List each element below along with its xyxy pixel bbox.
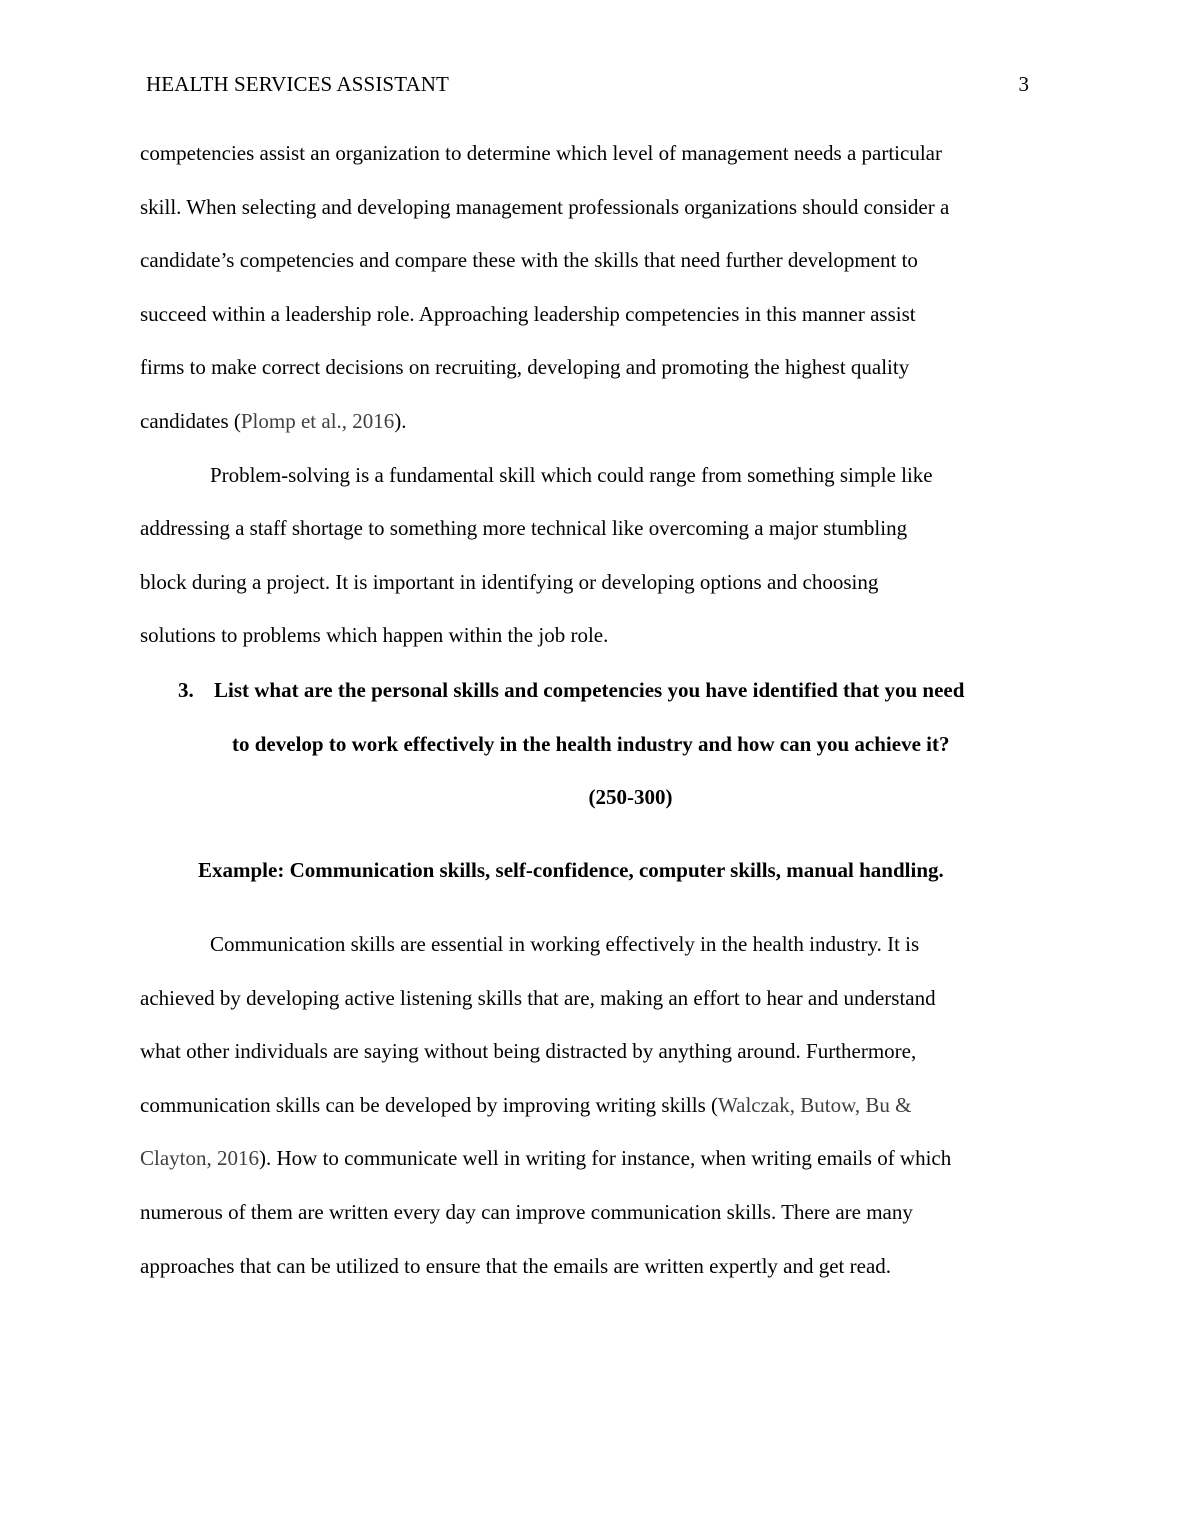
text-line: numerous of them are written every day can improve communication skills. There are many (140, 1199, 913, 1224)
text-line: skill. When selecting and developing management professionals organizations should consider a (140, 194, 950, 219)
text-line: Problem-solving is a fundamental skill which could range from something simple like (210, 462, 933, 487)
citation: Walczak, Butow, Bu & (718, 1092, 912, 1117)
running-head: HEALTH SERVICES ASSISTANT (146, 72, 449, 96)
text-line: approaches that can be utilized to ensure that the emails are written expertly and get read. (140, 1253, 892, 1278)
text-fragment: ). (394, 408, 407, 433)
text-line: block during a project. It is important in identifying or developing options and choosing (140, 569, 879, 594)
text-line (140, 1132, 1052, 1186)
body-text-top (140, 127, 1052, 663)
text-line (140, 395, 1052, 449)
text-line (140, 1079, 1052, 1133)
example-heading: Example: Communication skills, self-confidence, computer skills, manual handling. (198, 858, 944, 882)
question-line (178, 664, 1058, 718)
paragraph-communication-skills (140, 918, 1052, 1293)
question-heading (178, 664, 1058, 825)
citation: Clayton, 2016 (140, 1146, 259, 1171)
text-line: solutions to problems which happen within the job role. (140, 623, 609, 648)
question-line: to develop to work effectively in the health industry and how can you achieve it? (232, 731, 950, 756)
text-line: firms to make correct decisions on recruiting, developing and promoting the highest quality (140, 355, 910, 380)
text-line: competencies assist an organization to determine which level of management needs a particular (140, 141, 942, 165)
text-line: candidate’s competencies and compare these with the skills that need further development to (140, 248, 918, 273)
page-number: 3 (1018, 72, 1029, 96)
text-line: succeed within a leadership role. Approaching leadership competencies in this manner assist (140, 301, 916, 326)
question-word-count: (250-300) (588, 785, 673, 810)
paragraph-leadership-competencies (140, 127, 1052, 449)
question-text: List what are the personal skills and competencies you have identified that you need (214, 678, 965, 702)
citation: Plomp et al., 2016 (240, 408, 395, 433)
text-fragment: communication skills can be developed by improving writing skills ( (140, 1092, 718, 1117)
question-number: 3. (178, 678, 194, 702)
text-line: Communication skills are essential in working effectively in the health industry. It is (210, 932, 920, 956)
text-fragment: candidates ( (140, 408, 241, 433)
text-line: addressing a staff shortage to something more technical like overcoming a major stumbling (140, 516, 908, 541)
paragraph-problem-solving (140, 449, 1052, 663)
text-line: achieved by developing active listening skills that are, making an effort to hear and understand (140, 985, 936, 1010)
body-text-bottom (140, 918, 1052, 1293)
text-line: what other individuals are saying without being distracted by anything around. Furthermore, (140, 1039, 917, 1064)
text-fragment: ). How to communicate well in writing for instance, when writing emails of which (259, 1146, 952, 1171)
